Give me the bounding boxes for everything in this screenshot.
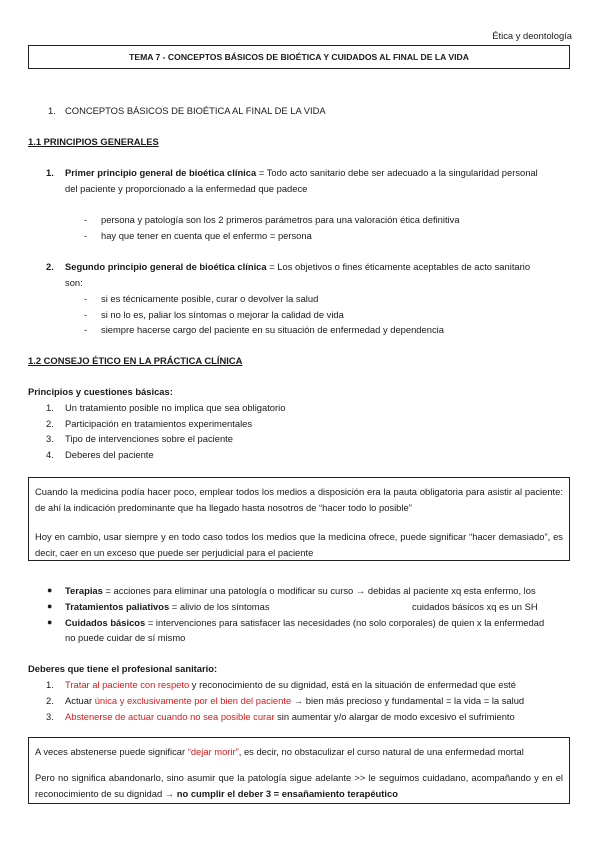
bullet-cuidados-line2: no puede cuidar de sí mismo [65, 632, 186, 643]
box2-pre: A veces abstenerse puede significar [35, 746, 188, 757]
dash-icon: - [84, 293, 88, 304]
duty-1-text: y reconocimiento de su dignidad, está en la situación de enfermedad que esté [189, 679, 516, 690]
principle-2-line2: son: [65, 277, 83, 288]
section-1-2-heading: 1.2 CONSEJO ÉTICO EN LA PRÁCTICA CLÍNICA [28, 355, 243, 366]
duty-1 [65, 677, 516, 692]
principle-1-number: 1. [46, 167, 54, 178]
principle-2-dash-3: siempre hacerse cargo del paciente en su situación de enfermedad y dependencia [101, 324, 444, 335]
bullet-cuidados-text: = intervenciones para satisfacer las necesidades (no solo corporales) de quien x la enfermedad [145, 617, 545, 628]
section-1-1-heading: 1.1 PRINCIPIOS GENERALES [28, 136, 159, 147]
principle-2-rest: = Los objetivos o fines éticamente aceptables de acto sanitario [266, 261, 531, 272]
principle-item: Un tratamiento posible no implica que sea obligatorio [65, 402, 286, 413]
bullet-terapias [65, 583, 536, 598]
section-1-number: 1. [48, 105, 56, 116]
dash-icon: - [84, 230, 88, 241]
principle-1-line2: del paciente y proporcionado a la enfermedad que padece [65, 183, 308, 194]
duties-heading: Deberes que tiene el profesional sanitario: [28, 663, 218, 674]
principle-1-dash-1: persona y patología son los 2 primeros parámetros para una valoración ética definitiva [101, 214, 460, 225]
principle-2-dash-2: si no lo es, paliar los síntomas o mejorar la calidad de vida [101, 309, 344, 320]
duty-1-highlight: Tratar al paciente con respeto [65, 679, 190, 690]
bullet-icon: ● [47, 585, 53, 595]
box2-highlight: “dejar morir” [187, 746, 239, 757]
bullet-paliativos [65, 599, 270, 614]
principle-item-number: 1. [46, 402, 54, 413]
box2-para2 [35, 770, 563, 802]
principle-2-number: 2. [46, 261, 54, 272]
callout-box-medicine [28, 477, 570, 561]
box2-para2-text: Pero no significa abandonarlo, sino asumir que la patología sigue adelante >> le seguimos cuidadano, acompañando y en el reconocimiento de su dignidad → [35, 772, 563, 799]
bullet-icon: ● [47, 617, 53, 627]
principle-item: Participación en tratamientos experimentales [65, 418, 253, 429]
dash-icon: - [84, 324, 88, 335]
bullet-paliativos-text: = alivio de los síntomas [169, 601, 270, 612]
box1-para1: Cuando la medicina podía hacer poco, emplear todos los medios a disposición era la pauta obligatoria para asistir al paciente: de ahí la indicación predominante que ha llegado hasta nosotros de “hacer todo lo posible” [35, 486, 563, 513]
duty-number: 3. [46, 711, 54, 722]
section-1-title: CONCEPTOS BÁSICOS DE BIOÉTICA AL FINAL DE LA VIDA [65, 105, 326, 116]
bullet-cuidados-bold: Cuidados básicos [65, 617, 146, 628]
box1-para2: Hoy en cambio, usar siempre y en todo caso todos los medios que la medicina ofrece, puede significar “hacer demasiado”, es decir, caer en un exceso que puede ser perjudicial para el paciente [35, 531, 563, 558]
principle-item-number: 3. [46, 433, 54, 444]
principle-2-dash-1: si es técnicamente posible, curar o devolver la salud [101, 293, 319, 304]
bullet-cuidados [65, 615, 544, 630]
box2-line1 [35, 744, 563, 760]
bullet-terapias-bold: Terapias [65, 585, 103, 596]
principle-2-bold: Segundo principio general de bioética clínica [65, 261, 267, 272]
duty-number: 2. [46, 695, 54, 706]
duty-2-text: → bien más precioso y fundamental = la vida = la salud [291, 695, 525, 706]
principle-1-rest: = Todo acto sanitario debe ser adecuado a la singularidad personal [256, 167, 538, 178]
principle-1-dash-2: hay que tener en cuenta que el enfermo = persona [101, 230, 312, 241]
duty-3 [65, 709, 515, 724]
bullet-icon: ● [47, 601, 53, 611]
dash-icon: - [84, 309, 88, 320]
principle-item: Deberes del paciente [65, 449, 154, 460]
duty-3-text: sin aumentar y/o alargar de modo excesivo el sufrimiento [274, 711, 515, 722]
principle-1-bold: Primer principio general de bioética clínica [65, 167, 257, 178]
page-title: TEMA 7 - CONCEPTOS BÁSICOS DE BIOÉTICA Y CUIDADOS AL FINAL DE LA VIDA [28, 45, 570, 69]
duty-2-pre: Actuar [65, 695, 95, 706]
principle-item-number: 2. [46, 418, 54, 429]
bullet-paliativos-bold: Tratamientos paliativos [65, 601, 170, 612]
box2-post: , es decir, no obstaculizar el curso natural de una enfermedad mortal [238, 746, 524, 757]
bullet-paliativos-extra: cuidados básicos xq es un SH [412, 601, 538, 612]
running-header: Ética y deontología [492, 30, 572, 41]
principle-1-line1 [65, 165, 573, 180]
callout-box-dejar-morir [28, 737, 570, 804]
duty-3-highlight: Abstenerse de actuar cuando no sea posible curar [65, 711, 275, 722]
principle-item-number: 4. [46, 449, 54, 460]
principles-heading: Principios y cuestiones básicas: [28, 386, 173, 397]
principle-2-line1 [65, 259, 573, 274]
dash-icon: - [84, 214, 88, 225]
principle-item: Tipo de intervenciones sobre el paciente [65, 433, 233, 444]
duty-number: 1. [46, 679, 54, 690]
duty-2-highlight: única y exclusivamente por el bien del paciente [94, 695, 292, 706]
box2-para2-bold: no cumplir el deber 3 = ensañamiento terapéutico [176, 788, 398, 799]
bullet-terapias-text: = acciones para eliminar una patología o modificar su curso → debidas al paciente xq esta enfermo, los [102, 585, 536, 596]
duty-2 [65, 693, 524, 708]
